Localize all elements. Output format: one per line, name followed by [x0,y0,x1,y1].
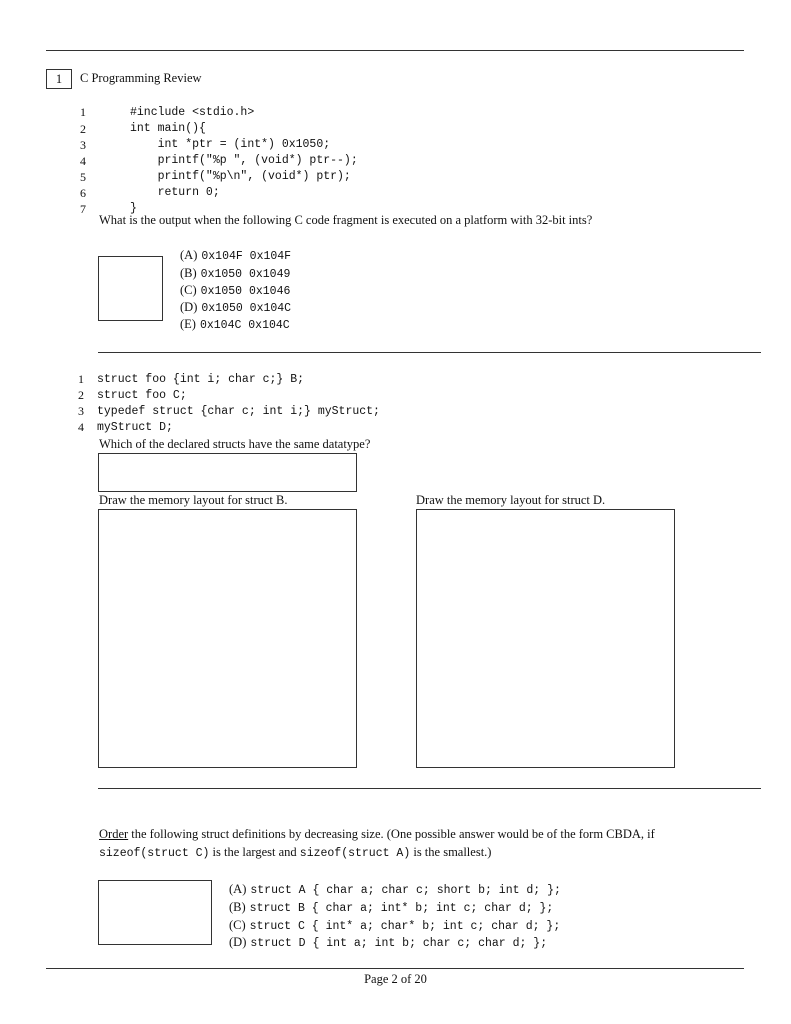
q3-answer-box[interactable] [98,880,212,945]
code-line: printf("%p\n", (void*) ptr); [130,170,351,183]
line-number: 3 [78,404,84,418]
line-number: 3 [80,138,86,152]
line-number: 4 [78,420,84,434]
separator [98,788,761,789]
line-number: 4 [80,154,86,168]
code-line: int main(){ [130,122,206,135]
struct-d-layout-box[interactable] [416,509,675,768]
q1-option-a: (A) 0x104F 0x104F [180,248,292,263]
q1-option-e: (E) 0x104C 0x104C [180,317,290,332]
struct-b-layout-box[interactable] [98,509,357,768]
q3-option-a: (A) struct A { char a; char c; short b; int d; }; [229,882,561,897]
page-number: Page 2 of 20 [364,972,427,986]
q2-prompt: Which of the declared structs have the same datatype? [99,437,371,451]
q1-prompt: What is the output when the following C code fragment is executed on a platform with 32-bit ints? [99,213,593,227]
q2-answer-box[interactable] [98,453,357,492]
code-line: myStruct D; [97,421,173,434]
line-number: 2 [80,122,86,136]
code-line: printf("%p ", (void*) ptr--); [130,154,358,167]
q3-prompt-text: the following struct definitions by decreasing size. (One possible answer would be of the form CBDA, if [128,827,655,841]
code-line: typedef struct {char c; int i;} myStruct; [97,405,380,418]
sizeof-a: sizeof(struct A) [299,847,411,860]
order-word: Order [99,827,129,841]
q1-option-d: (D) 0x1050 0x104C [180,300,292,315]
code-line: struct foo C; [97,389,187,402]
q3-prompt [99,825,749,863]
question-number-box: 1 [46,69,72,89]
layout-d-label: Draw the memory layout for struct D. [416,493,606,507]
code-line: } [130,202,137,215]
q1-answer-box[interactable] [98,256,163,321]
q3-option-d: (D) struct D { int a; int b; char c; char d; }; [229,935,548,950]
q1-option-b: (B) 0x1050 0x1049 [180,266,291,281]
line-number: 1 [78,372,84,386]
line-number: 1 [80,105,86,119]
q3-option-c: (C) struct C { int* a; char* b; int c; char d; }; [229,918,561,933]
q3-mid-text: is the largest and [209,845,300,859]
line-number: 2 [78,388,84,402]
line-number: 6 [80,186,86,200]
line-number: 5 [80,170,86,184]
top-rule [46,50,744,51]
section-title: C Programming Review [80,71,202,85]
code-line: struct foo {int i; char c;} B; [97,373,305,386]
code-line: #include <stdio.h> [130,106,255,119]
line-number: 7 [80,202,86,216]
sizeof-c: sizeof(struct C) [99,847,210,860]
code-line: return 0; [130,186,220,199]
separator [98,352,761,353]
q3-option-b: (B) struct B { char a; int* b; int c; char d; }; [229,900,554,915]
code-line: int *ptr = (int*) 0x1050; [130,138,331,151]
footer-rule [46,968,744,969]
q3-end-text: is the smallest.) [410,845,492,859]
q1-option-c: (C) 0x1050 0x1046 [180,283,291,298]
layout-b-label: Draw the memory layout for struct B. [99,493,288,507]
